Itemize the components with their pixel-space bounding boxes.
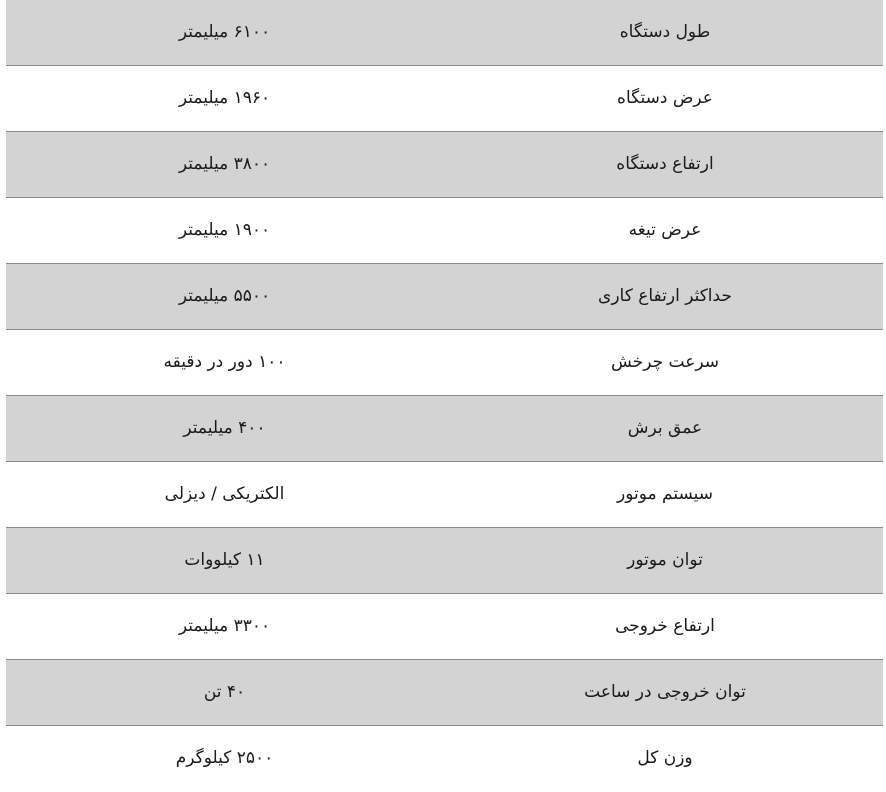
spec-value: ۴۰ تن: [6, 659, 443, 725]
spec-label: عمق برش: [443, 395, 883, 461]
spec-value: ۶۱۰۰ میلیمتر: [178, 22, 271, 43]
table-row: [6, 329, 883, 395]
spec-value: ۱۱ کیلووات: [6, 527, 443, 593]
spec-label: عرض تیغه: [443, 197, 883, 263]
table-row: [6, 527, 883, 593]
spec-label: عرض دستگاه: [443, 65, 883, 131]
table-row: [6, 197, 883, 263]
spec-label: ارتفاع دستگاه: [443, 131, 883, 197]
spec-value: ۴۰۰ میلیمتر: [6, 395, 443, 461]
spec-value: ۱۰۰ دور در دقیقه: [6, 329, 443, 395]
table-row: [6, 131, 883, 197]
table-row: [6, 263, 883, 329]
spec-value: ۳۸۰۰ میلیمتر: [6, 131, 443, 197]
spec-label: سیستم موتور: [443, 461, 883, 527]
table-row: [6, 65, 883, 131]
spec-label: توان خروجی در ساعت: [443, 659, 883, 725]
spec-value: الکتریکی / دیزلی: [6, 461, 443, 527]
spec-value: ۵۵۰۰ میلیمتر: [6, 263, 443, 329]
spec-label: ارتفاع خروجی: [443, 593, 883, 659]
table-row: [6, 659, 883, 725]
spec-value: ۱۹۰۰ میلیمتر: [6, 197, 443, 263]
table-row: [6, 395, 883, 461]
spec-label: وزن کل: [443, 725, 883, 791]
spec-label: حداکثر ارتفاع کاری: [443, 263, 883, 329]
table-row: [6, 593, 883, 659]
spec-value: ۳۳۰۰ میلیمتر: [6, 593, 443, 659]
spec-value: ۱۹۶۰ میلیمتر: [6, 65, 443, 131]
table-row: [6, 461, 883, 527]
spec-label: طول دستگاه: [619, 22, 711, 43]
table-row: [6, 0, 883, 65]
specifications-table: [6, 0, 883, 791]
spec-label: توان موتور: [443, 527, 883, 593]
spec-value: ۲۵۰۰ کیلوگرم: [6, 725, 443, 791]
table-row: [6, 725, 883, 791]
spec-label: سرعت چرخش: [443, 329, 883, 395]
